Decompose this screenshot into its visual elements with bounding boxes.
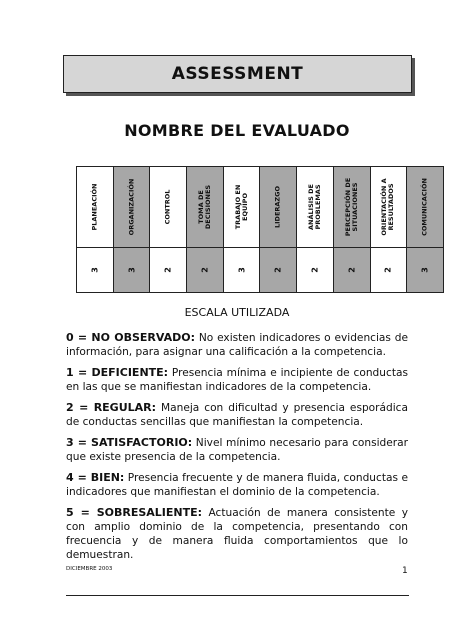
scale-item	[66, 436, 408, 464]
competency-score: 2	[347, 267, 357, 273]
scale-description: Nivel mínimo necesario para considerar que existe presencia de la competencia.	[66, 437, 409, 463]
competency-header-row	[77, 167, 444, 248]
competency-score-row	[77, 248, 444, 293]
scale-item	[66, 506, 408, 562]
scale-description: Presencia frecuente y de manera fluida, conductas e indicadores que manifiestan el dominio de la competencia.	[66, 472, 408, 498]
competency-score-cell	[77, 248, 114, 293]
competency-score: 2	[383, 267, 393, 273]
competency-score-cell	[370, 248, 407, 293]
competency-score-cell	[150, 248, 187, 293]
scale-term: 5 = SOBRESALIENTE:	[66, 506, 203, 519]
competency-label: CONTROL	[163, 189, 172, 225]
scale-item	[66, 331, 408, 359]
competency-label: PERCEPCIÓN DE SITUACIONES	[343, 177, 359, 237]
scale-term: 2 = REGULAR:	[66, 401, 157, 414]
competency-score-cell	[297, 248, 334, 293]
competency-score: 3	[420, 267, 430, 273]
competency-label: TOMA DE DECISIONES	[196, 184, 212, 230]
scale-description: Presencia mínima e incipiente de conductas en las que se manifiestan indicadores de la competencia.	[66, 367, 408, 393]
competency-header-cell	[113, 167, 150, 248]
competency-header-cell	[223, 167, 260, 248]
competency-score: 3	[127, 267, 137, 273]
competency-header-cell	[370, 167, 407, 248]
competency-label: ANÁLISIS DE PROBLEMAS	[306, 184, 322, 230]
scale-title: ESCALA UTILIZADA	[184, 306, 290, 319]
scale-term: 0 = NO OBSERVADO:	[66, 331, 196, 344]
competency-label: ORGANIZACIÓN	[126, 178, 135, 236]
competency-header-cell	[407, 167, 444, 248]
competency-score-cell	[260, 248, 297, 293]
competency-table	[76, 166, 444, 293]
page-number: 1	[402, 566, 408, 576]
competency-header-cell	[150, 167, 187, 248]
scale-item	[66, 366, 408, 394]
competency-label: ORIENTACIÓN A RESULTADOS	[380, 178, 396, 236]
footer-date: DICIEMBRE 2003	[66, 566, 113, 572]
competency-header-cell	[333, 167, 370, 248]
document-title: ASSESSMENT	[171, 64, 304, 84]
scale-term: 1 = DEFICIENTE:	[66, 366, 169, 379]
competency-label: LIDERAZGO	[273, 185, 282, 229]
evaluee-name-heading: NOMBRE DEL EVALUADO	[124, 121, 350, 140]
competency-score: 2	[273, 267, 283, 273]
scale-description: Actuación de manera consistente y con amplio dominio de la competencia, presentando con frecuencia y de manera fluida comportamientos que lo demuestran.	[66, 507, 408, 561]
scale-term: 4 = BIEN:	[66, 471, 125, 484]
competency-header-cell	[260, 167, 297, 248]
competency-score-cell	[113, 248, 150, 293]
scale-item	[66, 401, 408, 429]
competency-score: 2	[310, 267, 320, 273]
competency-score-cell	[407, 248, 444, 293]
competency-header-cell	[77, 167, 114, 248]
competency-score: 2	[200, 267, 210, 273]
scale-description: Maneja con dificultad y presencia esporádica de conductas sencillas que manifiestan la competencia.	[66, 402, 408, 428]
competency-score: 3	[90, 267, 100, 273]
competency-label: COMUNICACIÓN	[420, 178, 429, 236]
footer-rule	[66, 595, 409, 596]
scale-term: 3 = SATISFACTORIO:	[66, 436, 193, 449]
competency-score-cell	[223, 248, 260, 293]
competency-score: 3	[237, 267, 247, 273]
competency-header-cell	[187, 167, 224, 248]
competency-score-cell	[333, 248, 370, 293]
scale-item	[66, 471, 408, 499]
title-box	[63, 55, 412, 93]
competency-score: 2	[163, 267, 173, 273]
scale-description: No existen indicadores o evidencias de información, para asignar una calificación a la competencia.	[66, 332, 408, 358]
competency-label: TRABAJO EN EQUIPO	[233, 184, 249, 230]
competency-header-cell	[297, 167, 334, 248]
competency-score-cell	[187, 248, 224, 293]
competency-label: PLANEACIÓN	[90, 183, 99, 231]
